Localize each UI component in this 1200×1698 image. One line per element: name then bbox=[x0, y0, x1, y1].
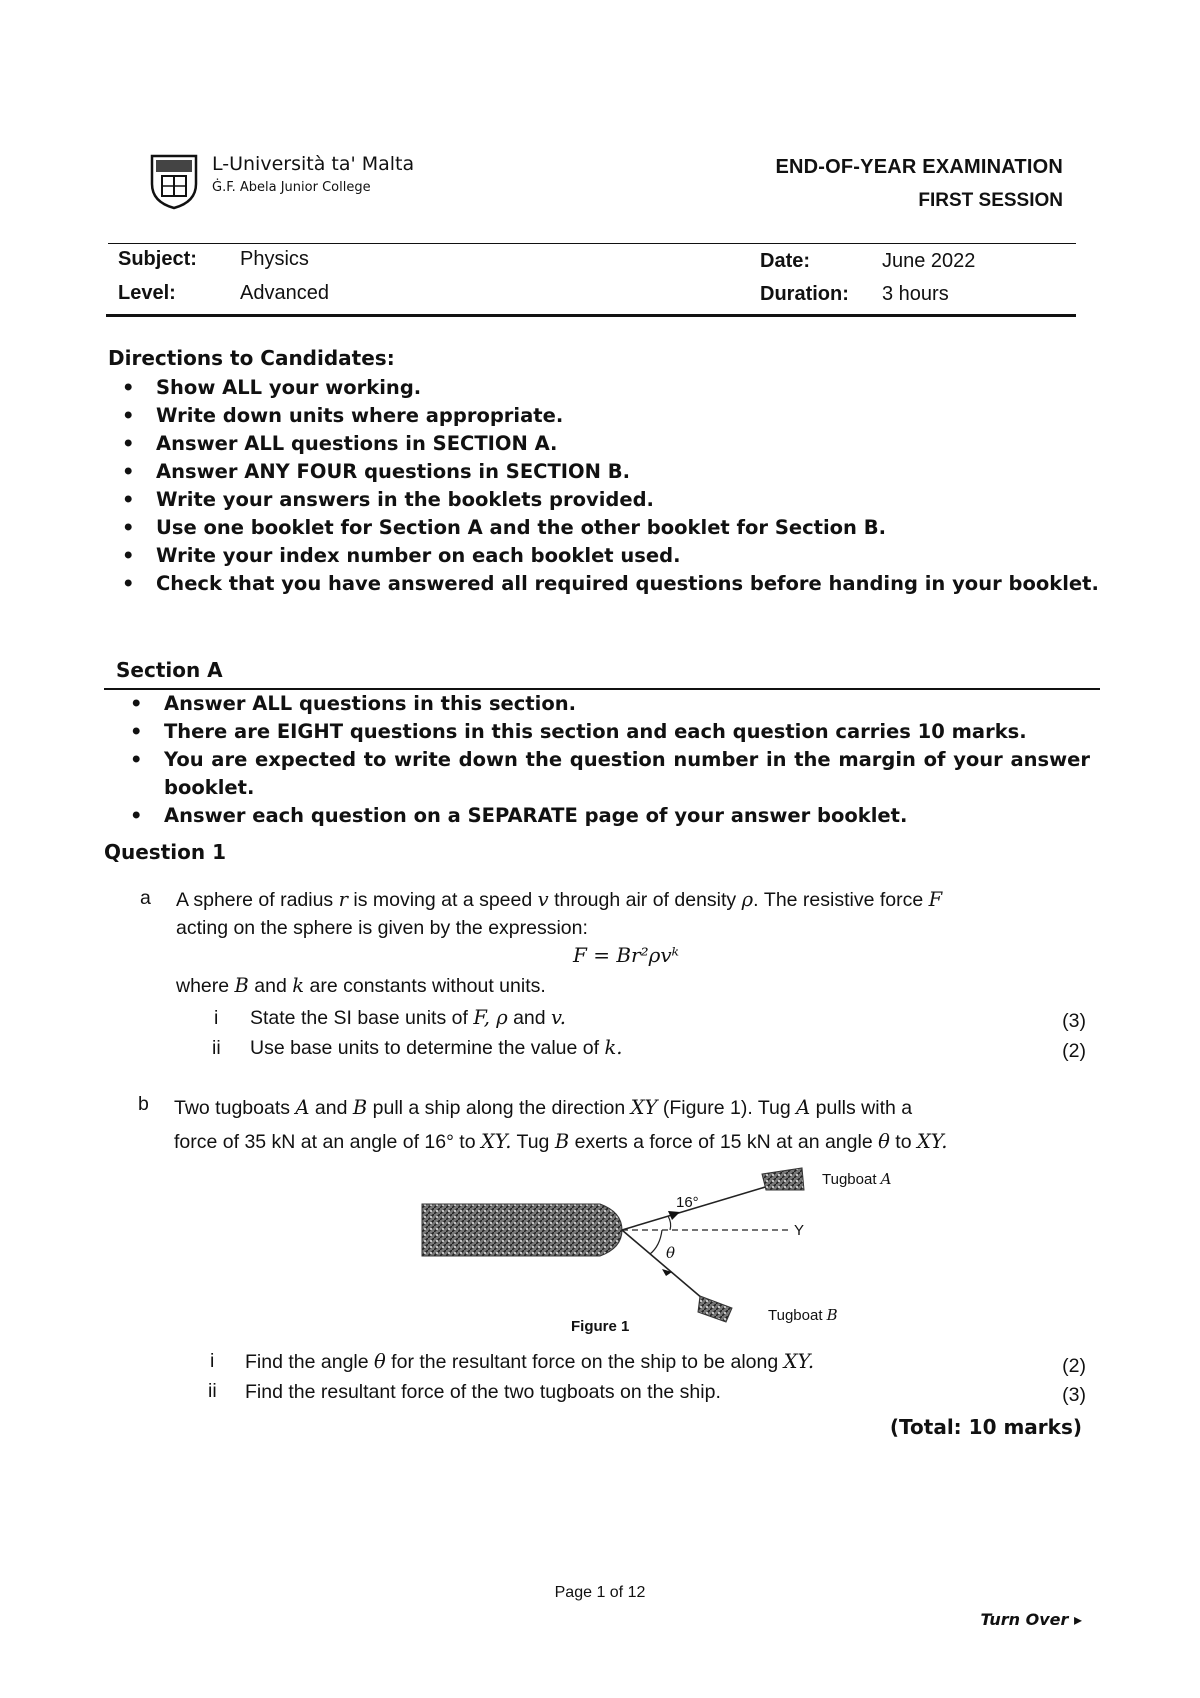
formula: F = Br²ρvᵏ bbox=[573, 943, 679, 967]
part-a-line-1 bbox=[176, 886, 1096, 914]
text: to bbox=[889, 1131, 917, 1153]
duration-label: Duration: bbox=[760, 283, 849, 305]
date-label: Date: bbox=[760, 250, 811, 272]
var: B bbox=[234, 974, 249, 997]
var: B bbox=[826, 1306, 838, 1324]
text: is moving at a speed bbox=[347, 889, 538, 911]
level-label: Level: bbox=[118, 282, 176, 304]
exam-session: FIRST SESSION bbox=[918, 190, 1063, 211]
part-a-ii-text bbox=[250, 1034, 622, 1062]
var: XY. bbox=[481, 1130, 512, 1153]
var: XY. bbox=[916, 1130, 948, 1153]
part-b-ii-marks: (3) bbox=[1062, 1384, 1086, 1406]
figure-caption: Figure 1 bbox=[571, 1318, 630, 1335]
turn-over-label: Turn Over ▸ bbox=[980, 1610, 1082, 1629]
header-rule-top bbox=[108, 243, 1076, 244]
theta-label bbox=[666, 1244, 675, 1262]
exam-title: END-OF-YEAR EXAMINATION bbox=[775, 156, 1063, 178]
page-number: Page 1 of 12 bbox=[554, 1584, 646, 1601]
var: B bbox=[554, 1130, 570, 1153]
part-a-line-3 bbox=[176, 972, 546, 1000]
angle-16-label: 16° bbox=[676, 1194, 699, 1211]
text: and bbox=[309, 1097, 353, 1119]
college-name: Ġ.F. Abela Junior College bbox=[212, 180, 371, 195]
part-b-i-text bbox=[245, 1348, 814, 1376]
text: Tugboat bbox=[822, 1171, 881, 1188]
angle-arc-theta bbox=[650, 1230, 662, 1254]
angle-arc-16 bbox=[668, 1216, 671, 1230]
directions-heading: Directions to Candidates: bbox=[108, 346, 395, 370]
part-b-ii-text: Find the resultant force of the two tugboats on the ship. bbox=[245, 1381, 721, 1403]
question-1-heading: Question 1 bbox=[104, 840, 226, 864]
text: (Figure 1). Tug bbox=[657, 1097, 797, 1119]
direction-item: • Answer ALL questions in SECTION A. bbox=[156, 430, 1102, 458]
text: Tug bbox=[511, 1131, 555, 1153]
tugboat-b-shape bbox=[698, 1296, 732, 1322]
direction-item: • Use one booklet for Section A and the other booklet for Section B. bbox=[156, 514, 1102, 542]
text: force of 35 kN at an angle of 16° to bbox=[174, 1131, 481, 1153]
text: for the resultant force on the ship to be along bbox=[385, 1351, 784, 1373]
level-value: Advanced bbox=[240, 282, 329, 304]
direction-item: • Check that you have answered all required questions before handing in your booklet. bbox=[156, 570, 1102, 598]
part-a-ii-marks: (2) bbox=[1062, 1040, 1086, 1062]
text: Find the angle bbox=[245, 1351, 375, 1373]
var: k. bbox=[604, 1036, 623, 1059]
text: Tugboat bbox=[768, 1307, 827, 1324]
part-a-ii-number: ii bbox=[212, 1037, 221, 1059]
var: F bbox=[928, 888, 943, 911]
direction-item: • Write down units where appropriate. bbox=[156, 402, 1102, 430]
var: r bbox=[338, 888, 348, 911]
direction-item: • Write your index number on each booklet used. bbox=[156, 542, 1102, 570]
section-a-item: • There are EIGHT questions in this section and each question carries 10 marks. bbox=[164, 718, 1090, 746]
var: v bbox=[537, 888, 549, 911]
text: exerts a force of 15 kN at an angle bbox=[569, 1131, 879, 1153]
tugboat-b-label bbox=[768, 1306, 838, 1324]
tugboat-a-shape bbox=[762, 1168, 804, 1190]
text: are constants without units. bbox=[304, 975, 546, 997]
var: ρ bbox=[741, 888, 754, 911]
text: where bbox=[176, 975, 235, 997]
text: through air of density bbox=[548, 889, 742, 911]
ship-shape bbox=[422, 1204, 622, 1256]
direction-item: • Write your answers in the booklets provided. bbox=[156, 486, 1102, 514]
var: θ bbox=[666, 1244, 676, 1262]
text: and bbox=[507, 1007, 552, 1029]
part-a-i-marks: (3) bbox=[1062, 1010, 1086, 1032]
section-a-item: • Answer each question on a SEPARATE page of your answer booklet. bbox=[164, 802, 1090, 830]
part-b-line-1 bbox=[174, 1094, 1096, 1122]
var: A bbox=[880, 1170, 892, 1188]
part-a-i-number: i bbox=[214, 1007, 219, 1029]
text: pulls with a bbox=[810, 1097, 913, 1119]
subject-value: Physics bbox=[240, 248, 309, 270]
university-crest-logo bbox=[148, 150, 200, 210]
date-value: June 2022 bbox=[882, 250, 976, 272]
subject-label: Subject: bbox=[118, 248, 197, 270]
y-label: Y bbox=[794, 1222, 805, 1239]
part-a-i-text bbox=[250, 1004, 566, 1032]
var: θ bbox=[374, 1350, 386, 1373]
var: θ bbox=[878, 1130, 890, 1153]
var: F, ρ bbox=[473, 1006, 508, 1029]
duration-value: 3 hours bbox=[882, 283, 949, 305]
text: State the SI base units of bbox=[250, 1007, 474, 1029]
text: Use base units to determine the value of bbox=[250, 1037, 605, 1059]
tugboat-a-label bbox=[822, 1170, 892, 1188]
part-b-line-2 bbox=[174, 1128, 1114, 1156]
direction-item: • Show ALL your working. bbox=[156, 374, 1102, 402]
part-b-ii-number: ii bbox=[208, 1380, 217, 1402]
part-a-letter: a bbox=[140, 887, 151, 909]
directions-list bbox=[156, 374, 1102, 598]
text: . The resistive force bbox=[753, 889, 929, 911]
part-b-i-number: i bbox=[210, 1350, 215, 1372]
part-a-line-2: acting on the sphere is given by the expression: bbox=[176, 917, 588, 939]
text: Two tugboats bbox=[174, 1097, 296, 1119]
var: k bbox=[292, 974, 305, 997]
var: XY bbox=[630, 1096, 658, 1119]
text: pull a ship along the direction bbox=[367, 1097, 631, 1119]
text: and bbox=[248, 975, 293, 997]
section-a-item: • You are expected to write down the question number in the margin of your answer booklet. bbox=[164, 746, 1090, 802]
var: A bbox=[796, 1096, 811, 1119]
section-a-heading: Section A bbox=[116, 658, 223, 682]
force-a-line bbox=[622, 1182, 782, 1230]
force-b-arrowhead bbox=[662, 1269, 672, 1276]
question-total-marks: (Total: 10 marks) bbox=[889, 1415, 1082, 1439]
var: B bbox=[352, 1096, 368, 1119]
var: A bbox=[295, 1096, 310, 1119]
part-b-i-marks: (2) bbox=[1062, 1355, 1086, 1377]
var: XY. bbox=[783, 1350, 815, 1373]
section-a-list bbox=[164, 690, 1090, 830]
section-a-item: • Answer ALL questions in this section. bbox=[164, 690, 1090, 718]
header-rule-bottom bbox=[106, 314, 1076, 317]
part-b-letter: b bbox=[138, 1093, 149, 1115]
var: v. bbox=[551, 1006, 566, 1029]
text: A sphere of radius bbox=[176, 889, 339, 911]
university-name: L-Università ta' Malta bbox=[212, 153, 415, 175]
direction-item: • Answer ANY FOUR questions in SECTION B. bbox=[156, 458, 1102, 486]
